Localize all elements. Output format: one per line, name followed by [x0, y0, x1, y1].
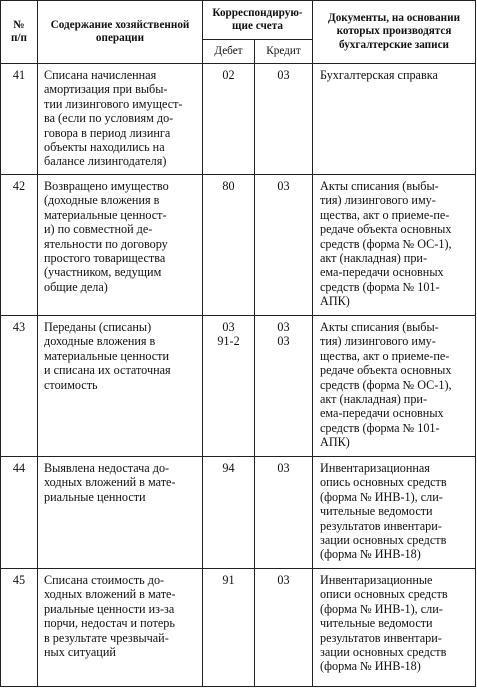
row-number: 44: [1, 457, 38, 569]
credit-account: 03: [255, 64, 313, 175]
credit-account: 03: [255, 457, 313, 569]
table-header-row: [1, 1, 476, 40]
documents-text: Бухгалтерская справка: [313, 64, 476, 175]
header-debit: Дебет: [203, 40, 255, 64]
debit-account: 94: [203, 457, 255, 569]
table-row: [1, 457, 476, 569]
header-credit: Кредит: [255, 40, 313, 64]
debit-account: 03 91-2: [203, 316, 255, 457]
debit-account: 80: [203, 175, 255, 316]
debit-account: 02: [203, 64, 255, 175]
operation-text: Переданы (списаны) доходные вложения в материальные ценности и списана их остаточная стоимость: [38, 316, 203, 457]
row-number: 41: [1, 64, 38, 175]
documents-text: Инвентаризационная опись основных средств (форма № ИНВ-1), сли- чительные ведомости результатов инвентари- зации основных средств (форма № ИНВ-18): [313, 457, 476, 569]
documents-text: Акты списания (выбы- тия) лизингового иму- щества, акт о приеме-пе- редаче объекта основных средств (форма № ОС-1), акт (накладная) при- ема-передачи основных средств (форма № 101- АПК): [313, 175, 476, 316]
documents-text: Акты списания (выбы- тия) лизингового иму- щества, акт о приеме-пе- редаче объекта основных средств (форма № ОС-1), акт (накладная) при- ема-передачи основных средств (форма № 101- АПК): [313, 316, 476, 457]
operation-text: Возвращено имущество (доходные вложения в материальные ценност- и) по совместной де- ятельности по договору простого товарищества (участником, ведущим общие дела): [38, 175, 203, 316]
row-number: 43: [1, 316, 38, 457]
table-row: [1, 569, 476, 687]
row-number: 42: [1, 175, 38, 316]
operation-text: Выявлена недостача до- ходных вложений в мате- риальные ценности: [38, 457, 203, 569]
header-corresponding-accounts: Корреспондирую- щие счета: [203, 1, 313, 40]
table-row: [1, 316, 476, 457]
header-operation: Содержание хозяйственной операции: [38, 1, 203, 64]
table-row: [1, 64, 476, 175]
header-number: № п/п: [1, 1, 38, 64]
credit-account: 03: [255, 175, 313, 316]
operation-text: Списана стоимость до- ходных вложений в мате- риальные ценности из-за порчи, недостач и потерь в результате чрезвычай- ных ситуаций: [38, 569, 203, 687]
header-documents: Документы, на основании которых производятся бухгалтерские записи: [313, 1, 476, 64]
table-row: [1, 175, 476, 316]
operation-text: Списана начисленная амортизация при выбы- тии лизингового имущест- ва (если по условиям до- говора в период лизинга объекты находились на балансе лизингодателя): [38, 64, 203, 175]
credit-account: 03: [255, 569, 313, 687]
debit-account: 91: [203, 569, 255, 687]
documents-text: Инвентаризационные описи основных средств (форма № ИНВ-1), сли- чительные ведомости результатов инвентари- зации основных средств (форма № ИНВ-18): [313, 569, 476, 687]
row-number: 45: [1, 569, 38, 687]
credit-account: 03 03: [255, 316, 313, 457]
